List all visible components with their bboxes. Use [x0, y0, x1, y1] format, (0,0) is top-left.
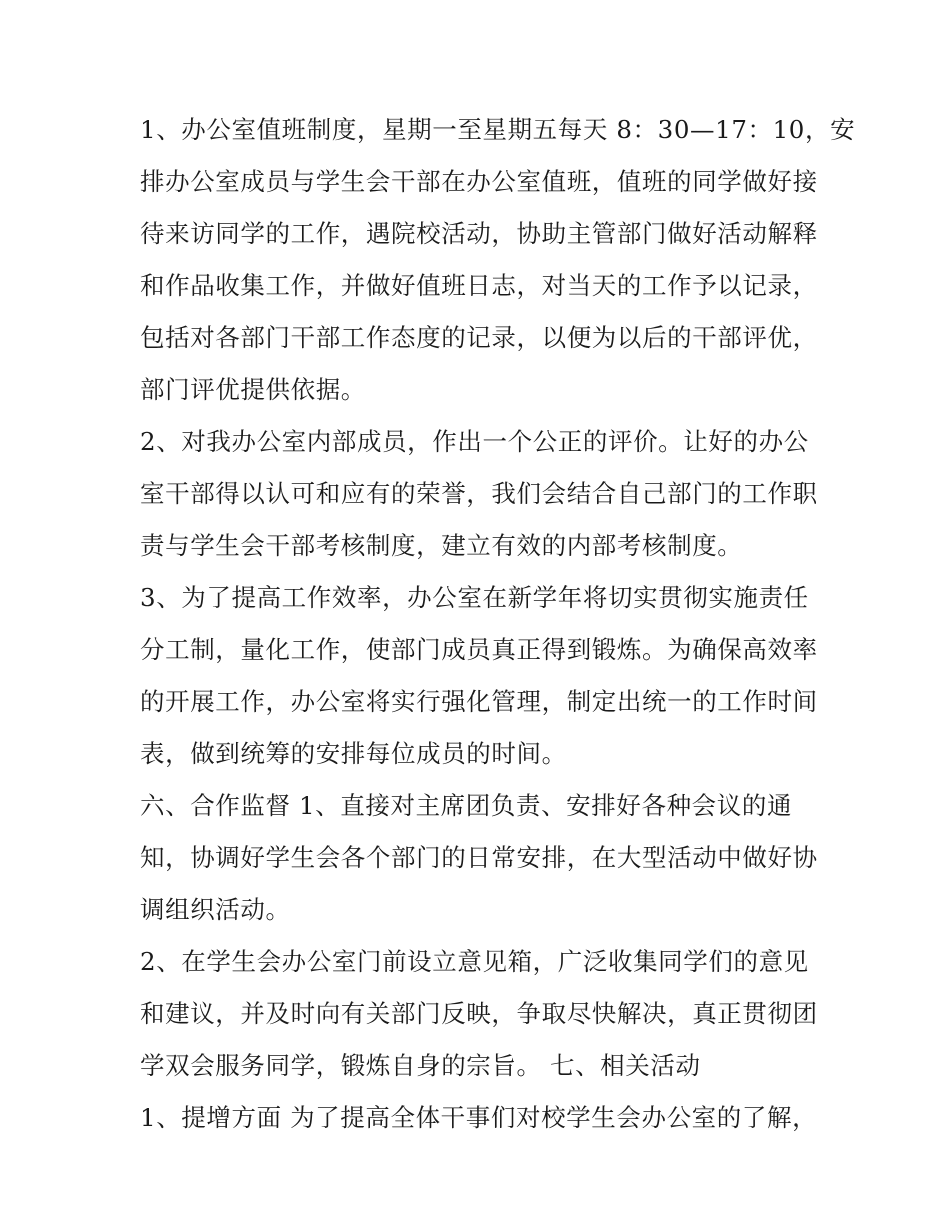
- text-line: 和作品收集工作，并做好值班日志，对当天的工作予以记录，: [140, 271, 818, 300]
- text-line: 室干部得以认可和应有的荣誉，我们会结合自己部门的工作职: [140, 479, 818, 508]
- text-line: 的开展工作，办公室将实行强化管理，制定出统一的工作时间: [140, 687, 818, 716]
- text-line: 责与学生会干部考核制度，建立有效的内部考核制度。: [140, 531, 743, 560]
- text-line: 知，协调好学生会各个部门的日常安排，在大型活动中做好协: [140, 843, 818, 872]
- text-line: 待来访同学的工作，遇院校活动，协助主管部门做好活动解释: [140, 219, 818, 248]
- text-line: 排办公室成员与学生会干部在办公室值班，值班的同学做好接: [140, 167, 818, 196]
- text-line: 部门评优提供依据。: [140, 375, 366, 404]
- text-line: 1、提增方面 为了提高全体干事们对校学生会办公室的了解，: [140, 1103, 818, 1132]
- text-line: 表，做到统筹的安排每位成员的时间。: [140, 739, 567, 768]
- text-line: 2、在学生会办公室门前设立意见箱，广泛收集同学们的意见: [140, 947, 809, 976]
- text-line: 调组织活动。: [140, 895, 291, 924]
- text-line: 分工制，量化工作，使部门成员真正得到锻炼。为确保高效率: [140, 635, 818, 664]
- text-line: 学双会服务同学，锻炼自身的宗旨。 七、相关活动: [140, 1051, 701, 1080]
- text-line: 六、合作监督 1、直接对主席团负责、安排好各种会议的通: [140, 791, 793, 820]
- text-line: 包括对各部门干部工作态度的记录，以便为以后的干部评优，: [140, 323, 818, 352]
- text-line: 3、为了提高工作效率，办公室在新学年将切实贯彻实施责任: [140, 583, 809, 612]
- text-line: 1、办公室值班制度，星期一至星期五每天 8：30—17：10，安: [140, 115, 856, 144]
- text-line: 2、对我办公室内部成员，作出一个公正的评价。让好的办公: [140, 427, 809, 456]
- text-line: 和建议，并及时向有关部门反映，争取尽快解决，真正贯彻团: [140, 999, 818, 1028]
